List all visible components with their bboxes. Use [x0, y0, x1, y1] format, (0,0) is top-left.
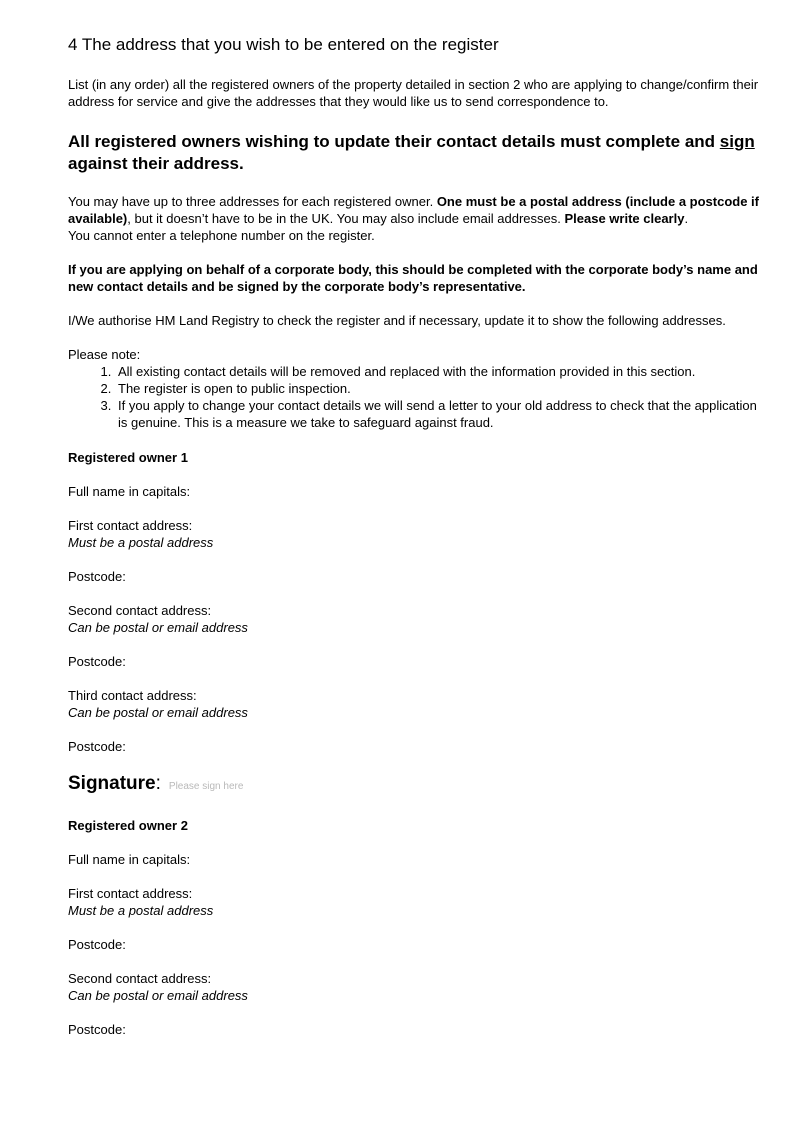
note-item-1: 1. All existing contact details will be removed and replaced with the information provided in this section.	[115, 363, 762, 380]
owner-2-section	[68, 817, 762, 1038]
postcode-label: Postcode:	[68, 739, 126, 754]
postal-or-email-hint: Can be postal or email address	[68, 705, 248, 720]
telephone-note: You cannot enter a telephone number on the register.	[68, 228, 375, 243]
owner-1-second-contact-field	[68, 602, 762, 636]
emphasis-text-post: against their address.	[68, 154, 244, 173]
postcode-label: Postcode:	[68, 654, 126, 669]
emphasis-sign-underlined: sign	[719, 132, 755, 151]
addresses-text-2: , but it doesn’t have to be in the UK. You may also include email addresses.	[127, 211, 565, 226]
signature-colon: :	[155, 773, 161, 794]
owner-2-postcode-1-field	[68, 936, 762, 953]
addresses-bold-postal: One must be a postal address (include a postcode if available)	[68, 194, 759, 226]
owner-2-first-contact-field	[68, 885, 762, 919]
emphasis-text-pre: All registered owners wishing to update their contact details must complete and	[68, 132, 720, 151]
third-contact-label: Third contact address:	[68, 688, 197, 703]
owner-1-third-contact-field	[68, 687, 762, 721]
owner-2-heading: Registered owner 2	[68, 818, 188, 833]
postal-or-email-hint: Can be postal or email address	[68, 988, 248, 1003]
section-heading: 4 The address that you wish to be entered on the register	[68, 35, 499, 54]
signature-placeholder[interactable]: Please sign here	[168, 781, 244, 792]
owner-1-heading: Registered owner 1	[68, 450, 188, 465]
addresses-text-3: .	[684, 211, 689, 226]
addresses-text-1: You may have up to three addresses for each registered owner.	[68, 194, 437, 209]
emphasis-heading	[68, 131, 762, 175]
owner-1-postcode-2-field	[68, 653, 762, 670]
full-name-label: Full name in capitals:	[68, 852, 191, 867]
owner-1-postcode-3-field	[68, 738, 762, 755]
authorise-paragraph: I/We authorise HM Land Registry to check the register and if necessary, update it to show the following addresses.	[68, 313, 726, 328]
owner-2-full-name-field	[68, 851, 762, 868]
postal-address-hint: Must be a postal address	[68, 535, 214, 550]
first-contact-label: First contact address:	[68, 886, 193, 901]
owner-2-postcode-2-field	[68, 1021, 762, 1038]
postcode-label: Postcode:	[68, 569, 126, 584]
addresses-paragraph	[68, 193, 762, 244]
signature-row	[68, 773, 762, 798]
owner-1-full-name-field	[68, 483, 762, 500]
note-item-3: 3. If you apply to change your contact details we will send a letter to your old address to check that the application is genuine. This is a measure we take to safeguard against fraud.	[115, 397, 762, 431]
owner-1-postcode-1-field	[68, 568, 762, 585]
postal-or-email-hint: Can be postal or email address	[68, 620, 248, 635]
intro-paragraph: List (in any order) all the registered owners of the property detailed in section 2 who are applying to change/confirm their address for service and give the addresses that they would like us to send correspondence to.	[68, 77, 759, 109]
owner-1-section	[68, 449, 762, 798]
second-contact-label: Second contact address:	[68, 971, 212, 986]
postcode-label: Postcode:	[68, 1022, 126, 1037]
notes-list	[68, 363, 762, 431]
postal-address-hint: Must be a postal address	[68, 903, 214, 918]
owner-2-second-contact-field	[68, 970, 762, 1004]
owner-1-first-contact-field	[68, 517, 762, 551]
note-item-2: 2. The register is open to public inspection.	[115, 380, 762, 397]
addresses-bold-clearly: Please write clearly	[564, 211, 685, 226]
full-name-label: Full name in capitals:	[68, 484, 191, 499]
corporate-paragraph: If you are applying on behalf of a corporate body, this should be completed with the corporate body’s name and new contact details and be signed by the corporate body’s representative.	[68, 262, 758, 294]
second-contact-label: Second contact address:	[68, 603, 212, 618]
first-contact-label: First contact address:	[68, 518, 193, 533]
please-note-label: Please note:	[68, 347, 141, 362]
postcode-label: Postcode:	[68, 937, 126, 952]
signature-label: Signature	[68, 773, 156, 794]
